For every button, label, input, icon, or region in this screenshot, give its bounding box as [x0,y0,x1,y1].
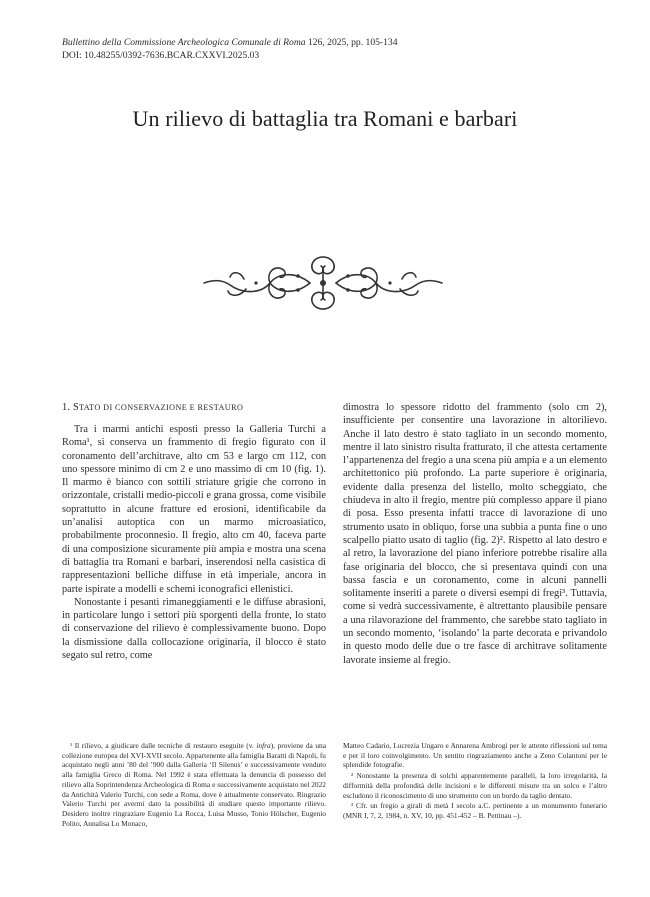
footnote-1-continued: Matteo Cadario, Lucrezia Ungaro e Annarena Ambrogi per le attente riflessioni sul tema e per il loro coinvolgimento. Un sentito ringraziamento anche a Zeno Colantoni per le splendide fotografie. [343,741,607,770]
journal-name: Bullettino della Commissione Archeologica Comunale di Roma [62,37,306,48]
section-heading [62,402,243,413]
body-right-column [343,401,607,667]
paragraph: Tra i marmi antichi esposti presso la Galleria Turchi a Roma¹, si conserva un frammento di fregio figurato con il coronamento dell’architrave, alto cm 53 e largo cm 112, con uno spessore minimo di cm 2 e uno massimo di cm 10 (fig. 1). Il marmo è bianco con sottili striature grigie che corrono in orizzontale, cristalli medio-piccoli e grana grossa, come visibile soprattutto in alcune fratture ed erosioni, identificabile da un’analisi autoptica con un marmo microasiatico, probabilmente proconnesio. Il fregio, alto cm 40, faceva parte di una composizione sicuramente più ampia e mostra una scena di battaglia tra Romani e barbari, inserendosi nella casistica di rappresentazioni belliche diffuse in età imperiale, ancora in parte ispirate a modelli e schemi iconografici ellenistici. [62,424,326,595]
footnote-3: ³ Cfr. un fregio a girali di metà I secolo a.C. pertinente a un monumento funerario (MNR I, 7, 2, 1984, n. XV, 10, pp. 451-452 – B. Pettinau –). [343,801,607,820]
journal-citation [62,37,398,49]
paragraph: Nonostante i pesanti rimaneggiamenti e le diffuse abrasioni, in particolare lungo i settori più sporgenti della fronte, lo stato di conservazione del rilievo è complessivamente buono. Dopo la dismissione dalla collocazione originaria, il blocco è stato segato sul retro, come [62,596,326,662]
paragraph: dimostra lo spessore ridotto del frammento (solo cm 2), insufficiente per consentire una lavorazione in altorilievo. Anche il lato destro è stato tagliato in un secondo momento, mentre il lato sinistro risulta fratturato, il che attesta certamente l’appartenenza del fregio a una scena più ampia e a un elemento architettonico più profondo. La parte superiore è originaria, evidente dalla presenza del listello, molto scheggiato, che chiudeva in alto il fregio, mentre più complesso appare il piano di posa. Esso presenta infatti tracce di lavorazione di uno strumento usato in obliquo, forse una subbia a punta fine o uno scalpello piatto usato di taglio (fig. 2)². Rispetto al lato destro e al retro, la lavorazione del piano inferiore potrebbe risalire alla fase originaria del blocco, che si presentava quindi con una bassa fascia e un coronamento, come in alcuni pannelli solitamente inseriti a parete o diversi esempi di fregi³. Tuttavia, come si vedrà successivamente, è altrettanto plausibile pensare a una rilavorazione del frammento, che sarebbe stato tagliato in un secondo momento, ‘isolando’ la parte decorata e privandolo in questo modo delle due o tre fasce di architrave solitamente lavorate insieme al fregio. [343,402,607,666]
floral-scroll-ornament-icon [200,251,446,315]
footnote-text-italic: infra [256,741,271,750]
citation-details: 126, 2025, pp. 105-134 [305,37,398,48]
footnotes-right [343,741,607,822]
article-title: Un rilievo di battaglia tra Romani e barbari [132,106,518,131]
section-heading-text: TATO DI CONSERVAZIONE E RESTAURO [78,403,244,412]
footnote-text: ¹ Il rilievo, a giudicare dalle tecniche di restauro eseguite (v. [70,741,257,750]
footnote-1 [62,741,326,828]
body-left-column [62,423,326,662]
footnote-2: ² Nonostante la presenza di solchi apparentemente paralleli, la loro irregolarità, la difformità della profondità delle incisioni e le differenti misure tra un solco e l’altro escludono il riconoscimento di uno strumento con un bordo da taglio dentato. [343,771,607,800]
section-number: 1. S [62,402,79,413]
footnote-text: ), proviene da una collezione europea del XVI-XVII secolo. Appartenente alla famiglia Baratti di Napoli, fu acquistato negli anni ’80 del ’900 dalla Galleria ‘Il Silenus’ e successivamente venduto alla famiglia Greco di Roma. Nel 1992 è stata effettuata la denuncia di possesso del rilievo alla Soprintendenza Archeologica di Roma e successivamente acquistato nel 2022 da Antichità Valerio Turchi, con sede a Roma, dove è attualmente conservato. Ringrazio Valerio Turchi per avermi dato la possibilità di studiare questo importante rilievo. Desidero inoltre ringraziare Eugenio La Rocca, Luisa Musso, Tonio Hölscher, Eugenio Polito, Annalisa Lo Monaco, [62,741,326,828]
footnotes-left [62,741,326,829]
doi: DOI: 10.48255/0392-7636.BCAR.CXXVI.2025.03 [62,50,260,61]
